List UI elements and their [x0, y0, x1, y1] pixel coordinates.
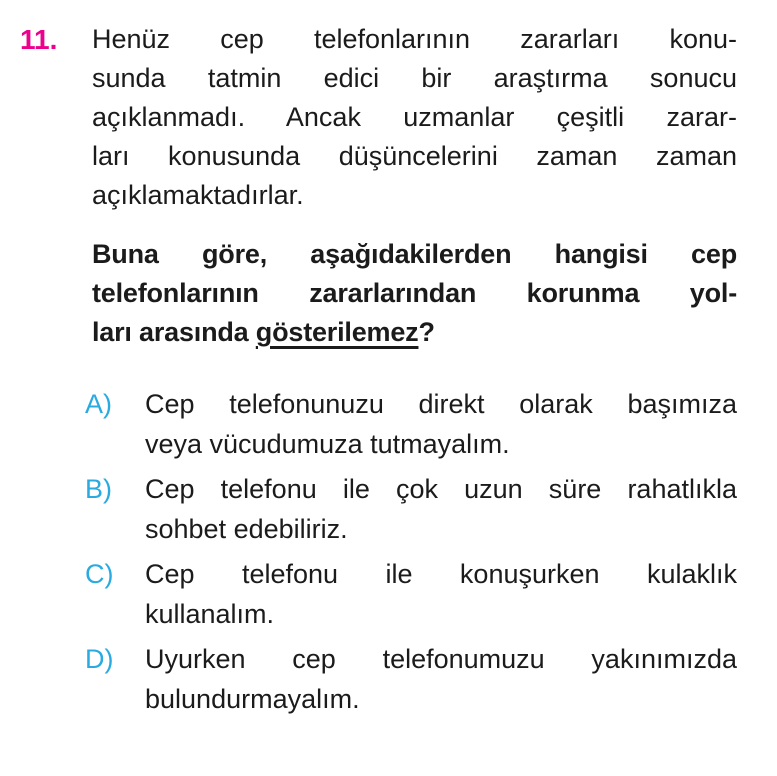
option-d[interactable] [85, 639, 737, 719]
option-c-line: kullanalım. [145, 599, 275, 629]
option-b-line: sohbet edebiliriz. [145, 514, 348, 544]
option-b-letter: B) [85, 474, 112, 504]
prompt-line [92, 313, 737, 352]
answer-options [85, 384, 737, 719]
intro-line: Henüz cep telefonlarının zararları konu- [92, 24, 737, 54]
intro-line: ları konusunda düşüncelerini zaman zaman [92, 141, 737, 171]
option-a-line: Cep telefonunuzu direkt olarak başımıza [145, 389, 737, 419]
option-b[interactable] [85, 469, 737, 549]
option-b-line: Cep telefonu ile çok uzun süre rahatlıkla [145, 474, 737, 504]
question-body [85, 20, 737, 724]
option-a-text [145, 384, 737, 464]
prompt-line: Buna göre, aşağıdakilerden hangisi cep [92, 239, 737, 269]
intro-line: sunda tatmin edici bir araştırma sonucu [92, 63, 737, 93]
prompt-tail-text: ları arasında [92, 317, 256, 347]
option-c-letter: C) [85, 559, 114, 589]
intro-line: açıklamaktadırlar. [92, 180, 304, 210]
option-d-line: bulundurmayalım. [145, 684, 360, 714]
option-b-text [145, 469, 737, 549]
option-a-letter: A) [85, 389, 112, 419]
question-prompt-paragraph [92, 235, 737, 352]
prompt-line: telefonlarının zararlarından korunma yol- [92, 278, 737, 308]
option-a-line: veya vücudumuza tutmayalım. [145, 429, 510, 459]
prompt-underlined-word: gösterilemez [255, 317, 419, 347]
option-d-text [145, 639, 737, 719]
option-d-line: Uyurken cep telefonumuzu yakınımızda [145, 644, 737, 674]
question-number: 11. [20, 24, 58, 55]
prompt-question-mark: ? [418, 317, 435, 347]
option-c[interactable] [85, 554, 737, 634]
option-c-line: Cep telefonu ile konuşurken kulaklık [145, 559, 737, 589]
option-c-text [145, 554, 737, 634]
option-d-letter: D) [85, 644, 114, 674]
option-a[interactable] [85, 384, 737, 464]
intro-line: açıklanmadı. Ancak uzmanlar çeşitli zarar- [92, 102, 737, 132]
question-intro-paragraph [92, 20, 737, 215]
